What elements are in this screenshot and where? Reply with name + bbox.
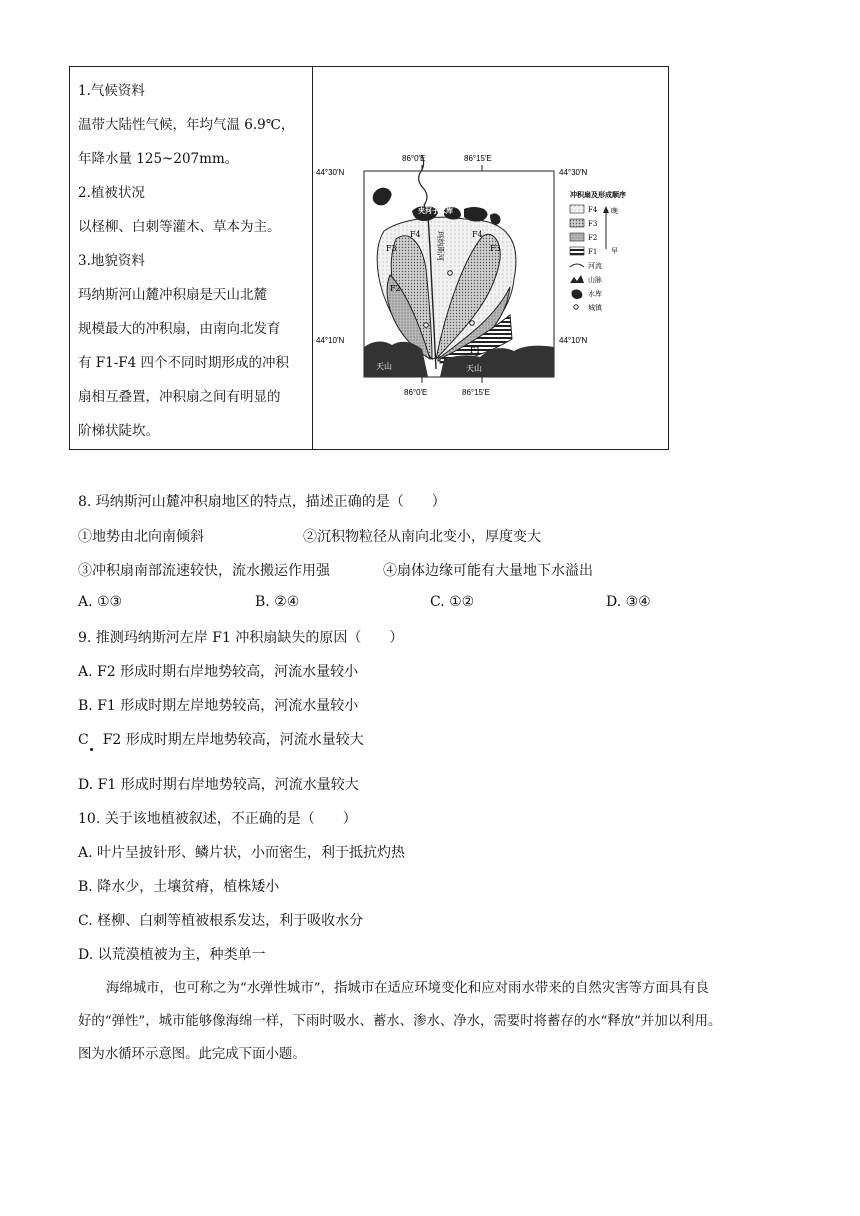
q8-statement: ①地势由北向南倾斜 [78, 529, 204, 545]
info-line: 规模最大的冲积扇，由南向北发育 [78, 321, 281, 337]
mountain-label: 天山 [376, 362, 392, 371]
legend-swatch [570, 205, 584, 213]
lon-label: 86°15′E [462, 388, 490, 397]
q8-statement: ②沉积物粒径从南向北变小，厚度变大 [303, 529, 541, 545]
fan-label: F4 [472, 230, 483, 239]
fan-label: F3 [386, 244, 397, 253]
info-line: 有 F1-F4 四个不同时期形成的冲积 [78, 355, 290, 371]
town-marker [470, 321, 475, 326]
legend-item: 山脉 [588, 276, 602, 284]
town-marker [448, 271, 453, 276]
q10-option-b[interactable]: B. 降水少，土壤贫瘠，植株矮小 [78, 879, 280, 895]
reservoir-shape [464, 207, 488, 222]
legend-item: 水库 [588, 290, 602, 298]
fan-label: F1 [470, 346, 481, 355]
q9-option-a[interactable]: A. F2 形成时期右岸地势较高，河流水量较小 [78, 664, 359, 680]
lon-label: 86°0′E [404, 388, 428, 397]
q9-option-b[interactable]: B. F1 形成时期左岸地势较高，河流水量较小 [78, 698, 359, 714]
legend-late: 晚 [611, 207, 618, 215]
info-line: 以柽柳、白刺等灌木、草本为主。 [78, 219, 281, 235]
passage-line: 海绵城市，也可称之为“水弹性城市”，指城市在适应环境变化和应对雨水带来的自然灾害等方面具有良 [106, 981, 709, 996]
lon-label: 86°0′E [402, 154, 426, 163]
legend-item: F2 [588, 234, 598, 242]
info-line: 2.植被状况 [78, 185, 145, 201]
legend-swatch [570, 275, 584, 283]
q8-statement: ④扇体边缘可能有大量地下水溢出 [383, 563, 593, 579]
passage-line: 好的“弹性”，城市能够像海绵一样，下雨时吸水、蓄水、渗水、净水，需要时将蓄存的水“释放”并加以利用。 [78, 1014, 722, 1029]
info-line: 年降水量 125~207mm。 [78, 151, 239, 167]
fan-label: F3 [490, 244, 501, 253]
legend-item: F1 [588, 248, 598, 256]
info-line: 温带大陆性气候，年均气温 6.9℃， [78, 117, 295, 133]
legend-swatch [574, 305, 578, 309]
river-label: 玛纳斯河 [436, 231, 445, 261]
info-table [69, 66, 669, 450]
alluvial-fan-map [314, 69, 668, 449]
legend-item: 河流 [588, 262, 602, 270]
q10-option-d[interactable]: D. 以荒漠植被为主，种类单一 [78, 947, 266, 963]
legend-early: 早 [611, 247, 618, 255]
mountain-shape [364, 341, 428, 377]
legend-swatch [572, 289, 583, 299]
info-line: 1.气候资料 [78, 83, 145, 99]
q8-statement: ③冲积扇南部流速较快，流水搬运作用强 [78, 563, 330, 579]
q10-option-a[interactable]: A. 叶片呈披针形、鳞片状，小而密生，利于抵抗灼热 [78, 845, 406, 861]
stray-dot [90, 748, 93, 751]
reservoir-label: 夹河子水库 [418, 206, 453, 215]
legend-swatch [570, 264, 584, 267]
q8-option-c[interactable]: C. ①② [430, 594, 475, 610]
town-marker [424, 323, 429, 328]
info-line: 阶梯状陡坎。 [78, 423, 159, 439]
legend-swatch [570, 247, 584, 255]
legend-title: 冲积扇及形成顺序 [570, 190, 626, 199]
map-legend [570, 190, 626, 312]
info-line: 3.地貌资料 [78, 253, 145, 269]
q8-option-d[interactable]: D. ③④ [606, 594, 651, 610]
lon-label: 86°15′E [464, 154, 492, 163]
legend-swatch [570, 233, 584, 241]
q9-stem: 9. 推测玛纳斯河左岸 F1 冲积扇缺失的原因（ ） [78, 630, 404, 646]
lat-label: 44°10′N [316, 336, 345, 345]
legend-item: F4 [588, 206, 598, 214]
info-line: 扇相互叠置，冲积扇之间有明显的 [78, 389, 281, 405]
q8-stem: 8. 玛纳斯河山麓冲积扇地区的特点，描述正确的是（ ） [78, 494, 446, 510]
q10-option-c[interactable]: C. 柽柳、白刺等植被根系发达，利于吸收水分 [78, 913, 364, 929]
legend-swatch [570, 219, 584, 227]
q8-option-b[interactable]: B. ②④ [255, 594, 300, 610]
fan-label: F2 [390, 284, 401, 293]
legend-arrow [603, 206, 609, 213]
legend-item: 城镇 [588, 304, 602, 312]
legend-item: F3 [588, 220, 598, 228]
q10-stem: 10. 关于该地植被叙述，不正确的是（ ） [78, 811, 357, 827]
q8-option-a[interactable]: A. ①③ [78, 594, 123, 610]
lat-label: 44°10′N [559, 336, 588, 345]
lat-label: 44°30′N [559, 168, 588, 177]
lat-label: 44°30′N [316, 168, 345, 177]
mountain-label: 天山 [466, 364, 482, 373]
fan-label: F4 [410, 230, 421, 239]
q9-option-d[interactable]: D. F1 形成时期右岸地势较高，河流水量较大 [78, 777, 359, 793]
passage-line: 图为水循环示意图。此完成下面小题。 [78, 1047, 306, 1062]
q9-option-c[interactable]: C F2 形成时期左岸地势较高，河流水量较大 [78, 732, 364, 748]
table-divider [312, 67, 313, 449]
info-line: 玛纳斯河山麓冲积扇是天山北麓 [78, 287, 267, 303]
